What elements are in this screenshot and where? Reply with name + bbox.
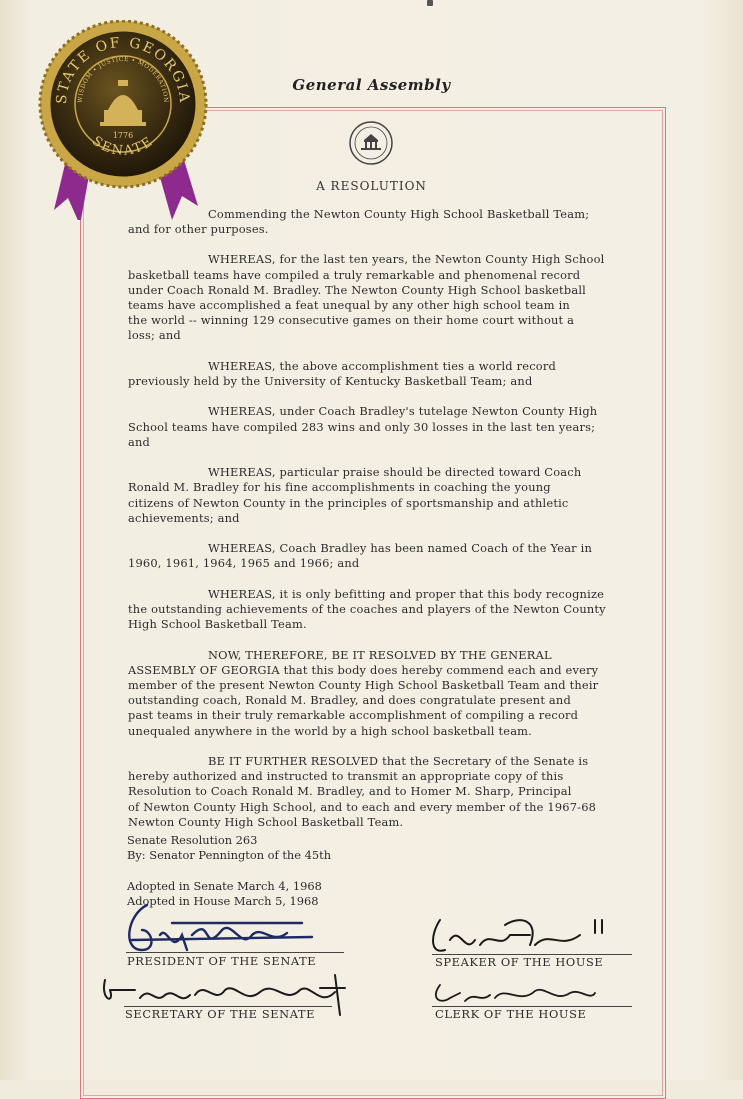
whereas-paragraph-3: WHEREAS, under Coach Bradley's tutelage Newton County High School teams have compiled 283 wins and only 30 losses in the last ten years; and [128, 404, 598, 449]
whereas-paragraph-1: WHEREAS, for the last ten years, the Newton County High School basketball teams have compiled a truly remarkable and phenomenal record under Coach Ronald M. Bradley. The Newton County High School basketball teams have accomplished a feat unequal by any other high school team in the world -- winning 129 consecutive games on their home court without a loss; and [128, 252, 605, 343]
whereas-paragraph-6: WHEREAS, it is only befitting and proper that this body recognize the outstanding achievements of the coaches and players of the Newton County High School Basketball Team. [128, 586, 606, 632]
further-resolved-paragraph: BE IT FURTHER RESOLVED that the Secretary of the Senate is hereby authorized and instructed to transmit an appropriate copy of this Resolution to Coach Ronald M. Bradley, and to Homer M. Sharp, Principal of Newton County High School, and to each and every member of the 1967-68 Newton County High School Basketball Team. [128, 754, 597, 829]
whereas-paragraph-5: WHEREAS, Coach Bradley has been named Coach of the Year in 1960, 1961, 1964, 1965 and 1966; and [128, 541, 593, 571]
corner-mark [427, 0, 433, 6]
whereas-paragraph-2: WHEREAS, the above accomplishment ties a world record previously held by the University of Kentucky Basketball Team; and [128, 358, 556, 389]
president-label: PRESIDENT OF THE SENATE [127, 954, 317, 968]
resolution-number: Senate Resolution 263 [127, 833, 258, 847]
adopted-senate: Adopted in Senate March 4, 1968 [127, 879, 322, 893]
resolution-sponsor: By: Senator Pennington of the 45th [127, 848, 332, 863]
resolution-heading: A RESOLUTION [316, 179, 427, 193]
resolved-paragraph: NOW, THEREFORE, BE IT RESOLVED BY THE GENERAL ASSEMBLY OF GEORGIA that this body does hereby commend each and every member of the present Newton County High School Basketball Team and their outstanding coach, Ronald M. Bradley, and does congratulate present and past teams in their truly remarkable accomplishment of compiling a record unequaled anywhere in the world by a high school basketball team. [128, 647, 599, 738]
secretary-label: SECRETARY OF THE SENATE [125, 1007, 316, 1021]
seal-motto: WISDOM • JUSTICE • MODERATION [76, 55, 170, 103]
georgia-emblem-icon [348, 120, 394, 166]
resolution-info [127, 833, 331, 863]
seal-text-top: STATE OF GEORGIA [53, 34, 193, 105]
adopted-house: Adopted in House March 5, 1968 [127, 894, 319, 909]
clerk-label: CLERK OF THE HOUSE [435, 1007, 587, 1021]
president-signature-line [126, 952, 344, 953]
resolution-body [128, 207, 648, 845]
whereas-paragraph-4: WHEREAS, particular praise should be directed toward Coach Ronald M. Bradley for his fine accomplishments in coaching the young citizens of Newton County in the principles of sportsmanship and athletic achievements; and [128, 465, 582, 525]
seal-text-bottom: SENATE [89, 133, 157, 159]
speaker-label: SPEAKER OF THE HOUSE [435, 955, 604, 969]
seal-year: 1776 [112, 131, 134, 140]
purpose-paragraph: Commending the Newton County High School Basketball Team; and for other purposes. [128, 207, 590, 237]
page-title: General Assembly [292, 76, 451, 94]
